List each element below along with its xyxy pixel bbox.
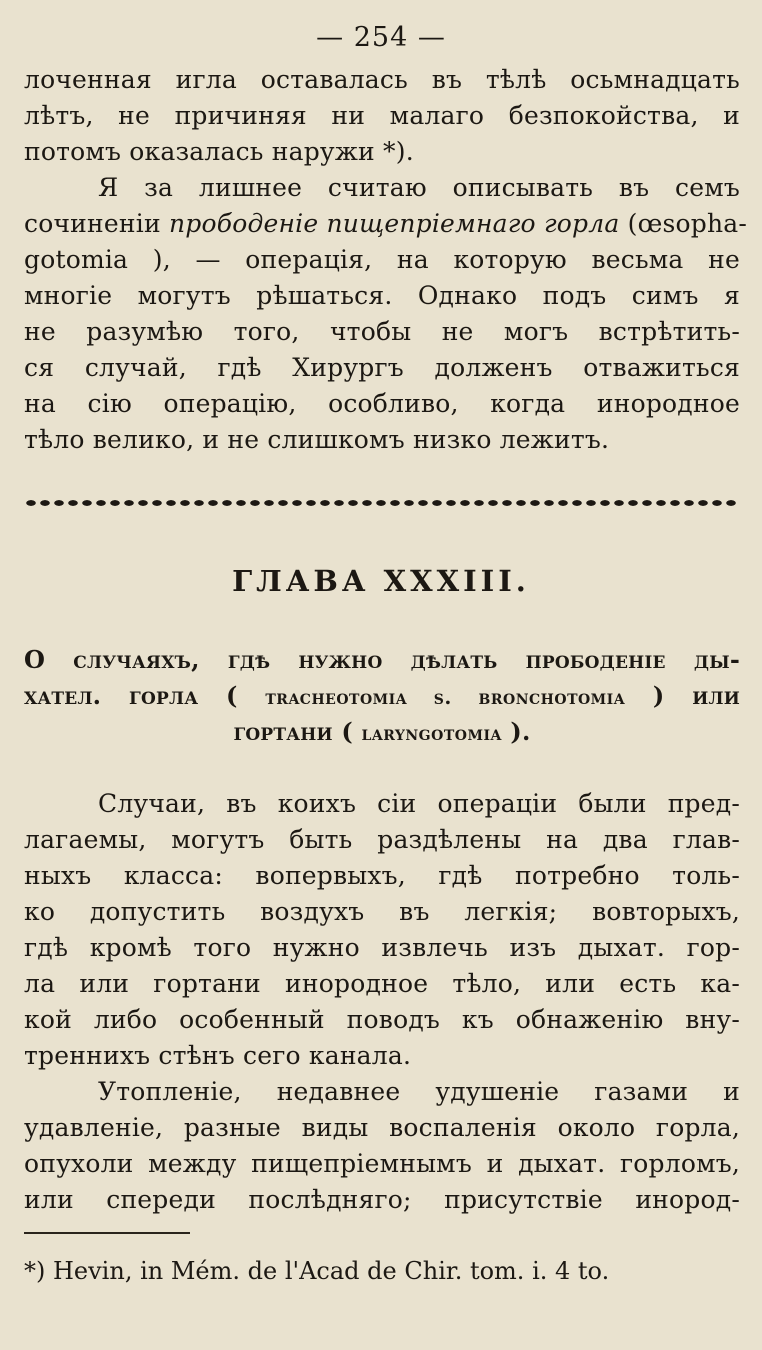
text-line: Я за лишнее считаю описывать въ семъ xyxy=(98,173,740,202)
latin-term: tracheotomia s. bronchotomia xyxy=(265,685,626,709)
chapter-subtitle-line xyxy=(24,714,740,751)
text-line: удавленіе, разные виды воспаленія около горла, xyxy=(24,1113,740,1142)
text-line: тѣло велико, и не слишкомъ низко лежитъ. xyxy=(24,425,610,454)
footnote-rule xyxy=(24,1232,190,1234)
ornamental-divider xyxy=(24,494,740,512)
italic-term: прободеніе пищепріемнаго горла xyxy=(168,209,620,238)
text-span: ). xyxy=(510,717,531,746)
text-span: сочиненіи xyxy=(24,209,161,238)
text-span: хател. горла ( xyxy=(24,681,238,710)
text-line: лагаемы, могутъ быть раздѣлены на два глав- xyxy=(24,825,740,854)
text-line: лѣтъ, не причиняя ни малаго безпокойства, и xyxy=(24,101,740,130)
text-line: потомъ оказалась наружи *). xyxy=(24,137,414,166)
text-line: ла или гортани инородное тѣло, или есть ка- xyxy=(24,969,740,998)
text-line: гдѣ кромѣ того нужно извлечь изъ дыхат. гор- xyxy=(24,933,740,962)
text-line: кой либо особенный поводъ къ обнаженію вну- xyxy=(24,1005,740,1034)
chapter-title: ГЛАВА XXXIII. xyxy=(232,564,530,598)
text-line: треннихъ стѣнъ сего канала. xyxy=(24,1041,412,1070)
text-line: ныхъ класса: вопервыхъ, гдѣ потребно толь- xyxy=(24,861,740,890)
text-line: Утопленіе, недавнее удушеніе газами и xyxy=(98,1077,740,1106)
text-line: gotomia ), — операція, на которую весьма не xyxy=(24,245,740,274)
text-line: на сію операцію, особливо, когда инородное xyxy=(24,389,740,418)
text-line: или спереди послѣдняго; присутствіе инород- xyxy=(24,1185,740,1214)
text-line: опухоли между пищепріемнымъ и дыхат. горломъ, xyxy=(24,1149,740,1178)
text-line: ся случай, гдѣ Хирургъ долженъ отважиться xyxy=(24,353,740,382)
text-span: гортани ( xyxy=(233,717,353,746)
latin-term: laryngotomia xyxy=(361,721,502,745)
text-line: ко допустить воздухъ въ легкія; вовторыхъ, xyxy=(24,897,740,926)
page-number: — 254 — xyxy=(316,22,446,53)
chapter-subtitle-line xyxy=(24,678,740,715)
text-line: лоченная игла оставалась въ тѣлѣ осьмнадцать xyxy=(24,65,740,94)
text-span: ) или xyxy=(652,681,740,710)
text-line: многіе могутъ рѣшаться. Однако подъ симъ я xyxy=(24,281,740,310)
text-line: Случаи, въ коихъ сіи операціи были пред- xyxy=(98,789,740,818)
text-line: не разумѣю того, чтобы не могъ встрѣтить- xyxy=(24,317,740,346)
latin-term: (œsopha- xyxy=(627,209,748,238)
footnote: *) Hevin, in Mém. de l'Acad de Chir. tom. i. 4 to. xyxy=(24,1257,610,1285)
chapter-subtitle-line: О случаяхъ, гдѣ нужно дѣлать прободеніе ды- xyxy=(24,645,740,674)
text-line xyxy=(24,206,748,242)
